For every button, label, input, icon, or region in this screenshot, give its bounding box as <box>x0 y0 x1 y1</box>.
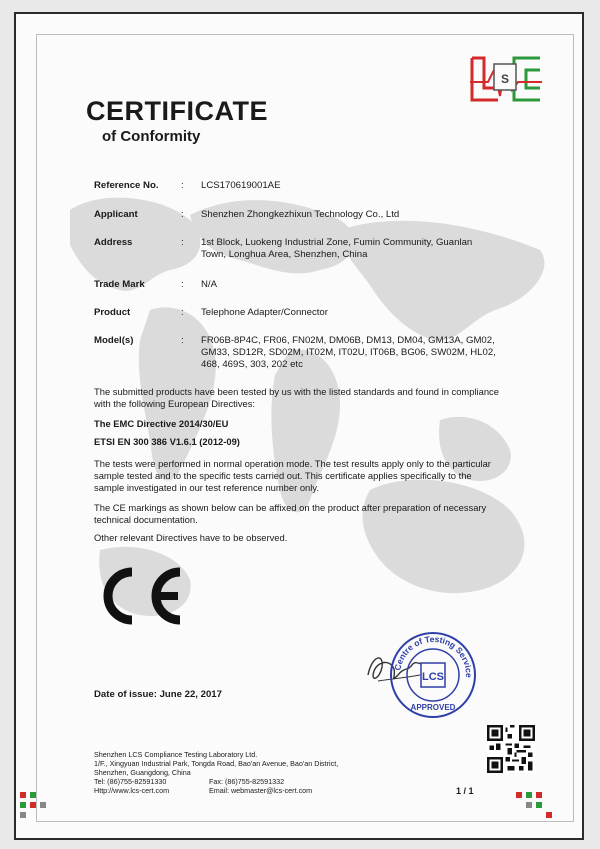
lab-name: Shenzhen LCS Compliance Testing Laboratory Ltd. <box>94 750 258 759</box>
certificate-subtitle: of Conformity <box>102 128 201 145</box>
ce-marking-text: The CE markings as shown below can be affixed on the product after preparation of necessary technical documentation. <box>94 502 487 525</box>
field-label: Reference No. <box>94 180 159 191</box>
field-value: FR06B-8P4C, FR06, FN02M, DM06B, DM13, DM04, GM13A, GM02, GM33, SD12R, SD02M, IT02M, IT02U, IT06B, BG06, SW02M, HL02, 468, 469S, 303, 202 etc <box>201 335 496 370</box>
ce-mark <box>92 566 184 626</box>
field-value: Telephone Adapter/Connector <box>201 307 328 318</box>
field-label: Applicant <box>94 209 138 220</box>
lab-tel: Tel: (86)755-82591330 <box>94 777 167 786</box>
page-number: 1 / 1 <box>456 786 474 796</box>
svg-text:LCS: LCS <box>422 671 444 683</box>
field-value: Shenzhen Zhongkezhixun Technology Co., Ltd <box>201 209 400 220</box>
approval-stamp <box>388 630 478 720</box>
field-value: LCS170619001AE <box>201 180 281 191</box>
other-directives-text: Other relevant Directives have to be observed. <box>94 532 288 543</box>
intro-text: The submitted products have been tested by us with the listed standards and found in compliance with the following European Directives: <box>94 386 499 409</box>
field-value: N/A <box>201 279 217 290</box>
field-label: Trade Mark <box>94 279 145 290</box>
tests-text: The tests were performed in normal operation mode. The test results apply only to the particular sample tested and to the specific tests carried out. This certificate applies specifically to the sample investigated in our test reference number only. <box>94 458 491 493</box>
lab-website[interactable]: Http://www.lcs-cert.com <box>94 786 170 795</box>
qr-code <box>487 725 535 773</box>
lab-fax: Fax: (86)755-82591332 <box>209 777 285 786</box>
svg-text:APPROVED: APPROVED <box>410 703 456 712</box>
field-label: Product <box>94 307 131 318</box>
lab-email[interactable]: Email: webmaster@lcs-cert.com <box>209 786 313 795</box>
svg-text:Centre of Testing Service: Centre of Testing Service <box>392 633 475 678</box>
lab-footer <box>94 750 454 795</box>
certificate-title: CERTIFICATE <box>86 96 268 126</box>
standard-text: ETSI EN 300 386 V1.6.1 (2012-09) <box>94 436 240 447</box>
lcs-logo <box>470 50 542 108</box>
field-value: 1st Block, Luokeng Industrial Zone, Fumin Community, Guanlan Town, Longhua Area, Shenzhen, China <box>201 237 473 260</box>
field-label: Model(s) <box>94 335 134 346</box>
lab-address-line1: 1/F., Xingyuan Industrial Park, Tongda Road, Bao'an Avenue, Bao'an District, <box>94 759 339 768</box>
directive-text: The EMC Directive 2014/30/EU <box>94 418 229 429</box>
svg-text:S: S <box>500 72 510 86</box>
field-label: Address <box>94 237 133 248</box>
date-of-issue: Date of issue: June 22, 2017 <box>94 689 222 700</box>
lab-address-line2: Shenzhen, Guangdong, China <box>94 768 191 777</box>
